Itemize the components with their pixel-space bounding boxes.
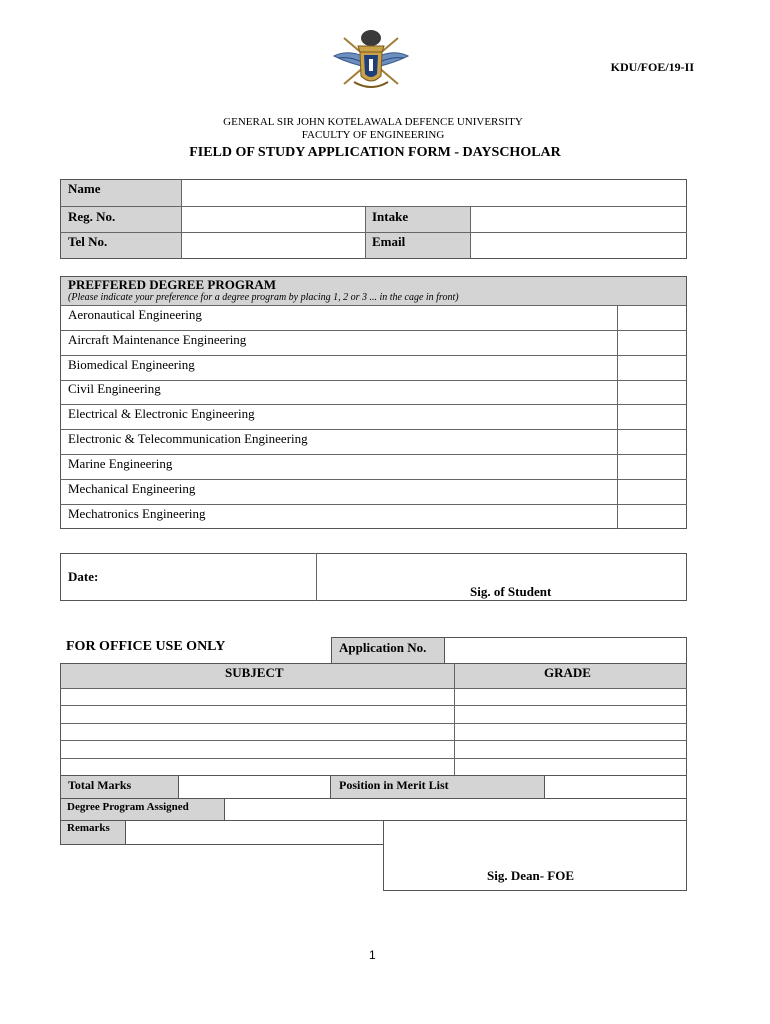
merit-position-field[interactable] [544, 775, 687, 799]
program-item: Biomedical Engineering [68, 357, 195, 372]
program-item: Aircraft Maintenance Engineering [68, 332, 247, 347]
grade-cell[interactable] [455, 706, 686, 723]
remarks-label: Remarks [67, 822, 110, 834]
preference-cage-telecom[interactable] [618, 430, 686, 454]
preference-cage-mechatronics[interactable] [618, 505, 686, 528]
total-marks-label: Total Marks [68, 778, 132, 792]
program-item: Marine Engineering [68, 456, 173, 471]
program-item: Civil Engineering [68, 381, 161, 396]
regno-label: Reg. No. [68, 209, 116, 224]
subject-cell[interactable] [61, 741, 453, 758]
name-label: Name [68, 181, 101, 196]
program-item: Electrical & Electronic Engineering [68, 406, 255, 421]
intake-field[interactable] [471, 207, 686, 232]
preference-cage-electrical[interactable] [618, 405, 686, 429]
page-number: 1 [369, 948, 376, 962]
subject-cell[interactable] [61, 689, 453, 705]
intake-label: Intake [372, 209, 409, 224]
program-item: Aeronautical Engineering [68, 307, 202, 322]
university-crest-logo [330, 26, 412, 96]
grade-cell[interactable] [455, 724, 686, 740]
program-heading: PREFFERED DEGREE PROGRAM [68, 277, 276, 292]
date-field[interactable] [61, 554, 316, 600]
program-item: Mechatronics Engineering [68, 506, 206, 521]
program-item: Mechanical Engineering [68, 481, 196, 496]
subject-cell[interactable] [61, 724, 453, 740]
degree-assigned-label: Degree Program Assigned [67, 801, 189, 813]
grade-cell[interactable] [455, 741, 686, 758]
subject-cell[interactable] [61, 706, 453, 723]
email-label: Email [372, 234, 406, 249]
preference-cage-mechanical[interactable] [618, 480, 686, 504]
regno-field[interactable] [182, 207, 365, 232]
total-marks-field[interactable] [178, 775, 331, 799]
grade-header: GRADE [544, 665, 591, 680]
grade-cell[interactable] [455, 759, 686, 775]
preference-cage-aircraft-maintenance[interactable] [618, 331, 686, 355]
preference-cage-marine[interactable] [618, 455, 686, 479]
subject-cell[interactable] [61, 759, 453, 775]
office-use-heading: FOR OFFICE USE ONLY [66, 639, 226, 654]
subject-header: SUBJECT [225, 665, 284, 680]
document-code: KDU/FOE/19-II [610, 60, 694, 74]
tel-label: Tel No. [68, 234, 108, 249]
date-label: Date: [68, 569, 99, 584]
faculty-name: FACULTY OF ENGINEERING [301, 129, 445, 141]
preference-cage-civil[interactable] [618, 381, 686, 404]
preference-cage-biomedical[interactable] [618, 356, 686, 380]
email-field[interactable] [471, 233, 686, 258]
tel-field[interactable] [182, 233, 365, 258]
university-name: GENERAL SIR JOHN KOTELAWALA DEFENCE UNIVERSITY [223, 116, 523, 128]
program-item: Electronic & Telecommunication Engineering [68, 431, 308, 446]
grade-cell[interactable] [455, 689, 686, 705]
form-title: FIELD OF STUDY APPLICATION FORM - DAYSCHOLAR [189, 145, 561, 160]
remarks-field[interactable] [125, 820, 384, 845]
degree-assigned-field[interactable] [224, 798, 687, 821]
name-field[interactable] [182, 180, 686, 206]
student-signature-label: Sig. of Student [470, 584, 552, 599]
merit-position-label: Position in Merit List [339, 778, 449, 792]
student-signature-field[interactable] [317, 554, 686, 600]
dean-signature-label: Sig. Dean- FOE [487, 868, 575, 883]
preference-cage-aeronautical[interactable] [618, 306, 686, 330]
application-no-label: Application No. [339, 640, 427, 655]
application-no-field[interactable] [444, 637, 687, 664]
program-instruction: (Please indicate your preference for a degree program by placing 1, 2 or 3 ... in the cage in front) [68, 292, 459, 303]
